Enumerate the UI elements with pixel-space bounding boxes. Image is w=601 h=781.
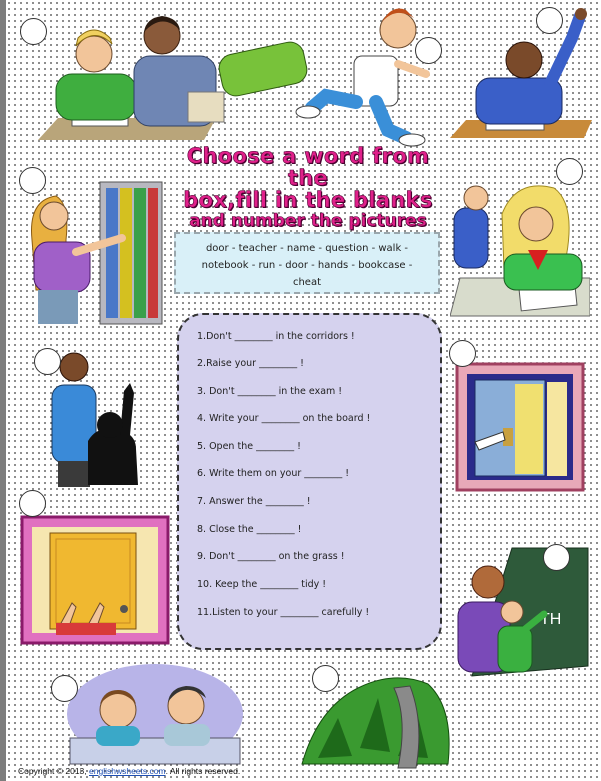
number-circle[interactable]	[51, 675, 78, 702]
open-door-picture	[455, 362, 585, 492]
exercise-item-2: 2.Raise your ________ !	[197, 358, 304, 369]
girl-bookcase-picture	[26, 180, 166, 326]
title-line-3: and number the pictures	[189, 211, 427, 232]
site-link[interactable]: englishwsheets.com	[89, 766, 166, 776]
word-box-line-1: door - teacher - name - question - walk -	[205, 243, 409, 254]
title-line-1: Choose a word from the	[186, 144, 430, 191]
copyright-footer: Copyright © 2013, englishwsheets.com. All rights reserved.	[18, 766, 241, 776]
number-circle[interactable]	[415, 37, 442, 64]
title-line-2: box,fill in the blanks	[183, 188, 433, 213]
close-door-picture	[20, 515, 170, 645]
number-circle[interactable]	[19, 490, 46, 517]
boy-raising-hand-picture	[446, 8, 596, 140]
girl-writing-picture	[450, 178, 590, 318]
number-circle[interactable]	[449, 340, 476, 367]
number-circle[interactable]	[543, 544, 570, 571]
exercise-item-10: 10. Keep the ________ tidy !	[197, 579, 327, 590]
number-circle[interactable]	[19, 167, 46, 194]
exercise-item-1: 1.Don't ________ in the corridors !	[197, 331, 355, 342]
teacher-board-picture	[452, 546, 590, 678]
word-box	[174, 232, 440, 294]
exercise-item-8: 8. Close the ________ !	[197, 524, 302, 535]
exercise-item-4: 4. Write your ________ on the board !	[197, 413, 371, 424]
number-circle[interactable]	[536, 7, 563, 34]
exercise-item-7: 7. Answer the ________ !	[197, 496, 311, 507]
copyright-suffix: . All rights reserved.	[165, 766, 241, 776]
students-exam-picture	[66, 662, 244, 766]
number-circle[interactable]	[556, 158, 583, 185]
exercise-item-9: 9. Don't ________ on the grass !	[197, 551, 345, 562]
exercise-item-6: 6. Write them on your ________ !	[197, 468, 350, 479]
worksheet-title	[168, 145, 448, 231]
word-box-line-3: cheat	[292, 277, 322, 288]
svg-text:TH: TH	[540, 611, 562, 628]
number-circle[interactable]	[34, 348, 61, 375]
copyright-prefix: Copyright © 2013	[18, 766, 85, 776]
number-circle[interactable]	[312, 665, 339, 692]
exercise-item-5: 5. Open the ________ !	[197, 441, 301, 452]
number-circle[interactable]	[20, 18, 47, 45]
exercise-item-11: 11.Listen to your ________ carefully !	[197, 607, 370, 618]
page-edge	[0, 0, 6, 781]
students-reading-picture	[38, 12, 228, 142]
exercise-item-3: 3. Don't ________ in the exam !	[197, 386, 343, 397]
word-box-line-2: notebook - run - door - hands - bookcase -	[201, 260, 413, 271]
running-boy-picture	[216, 4, 436, 148]
